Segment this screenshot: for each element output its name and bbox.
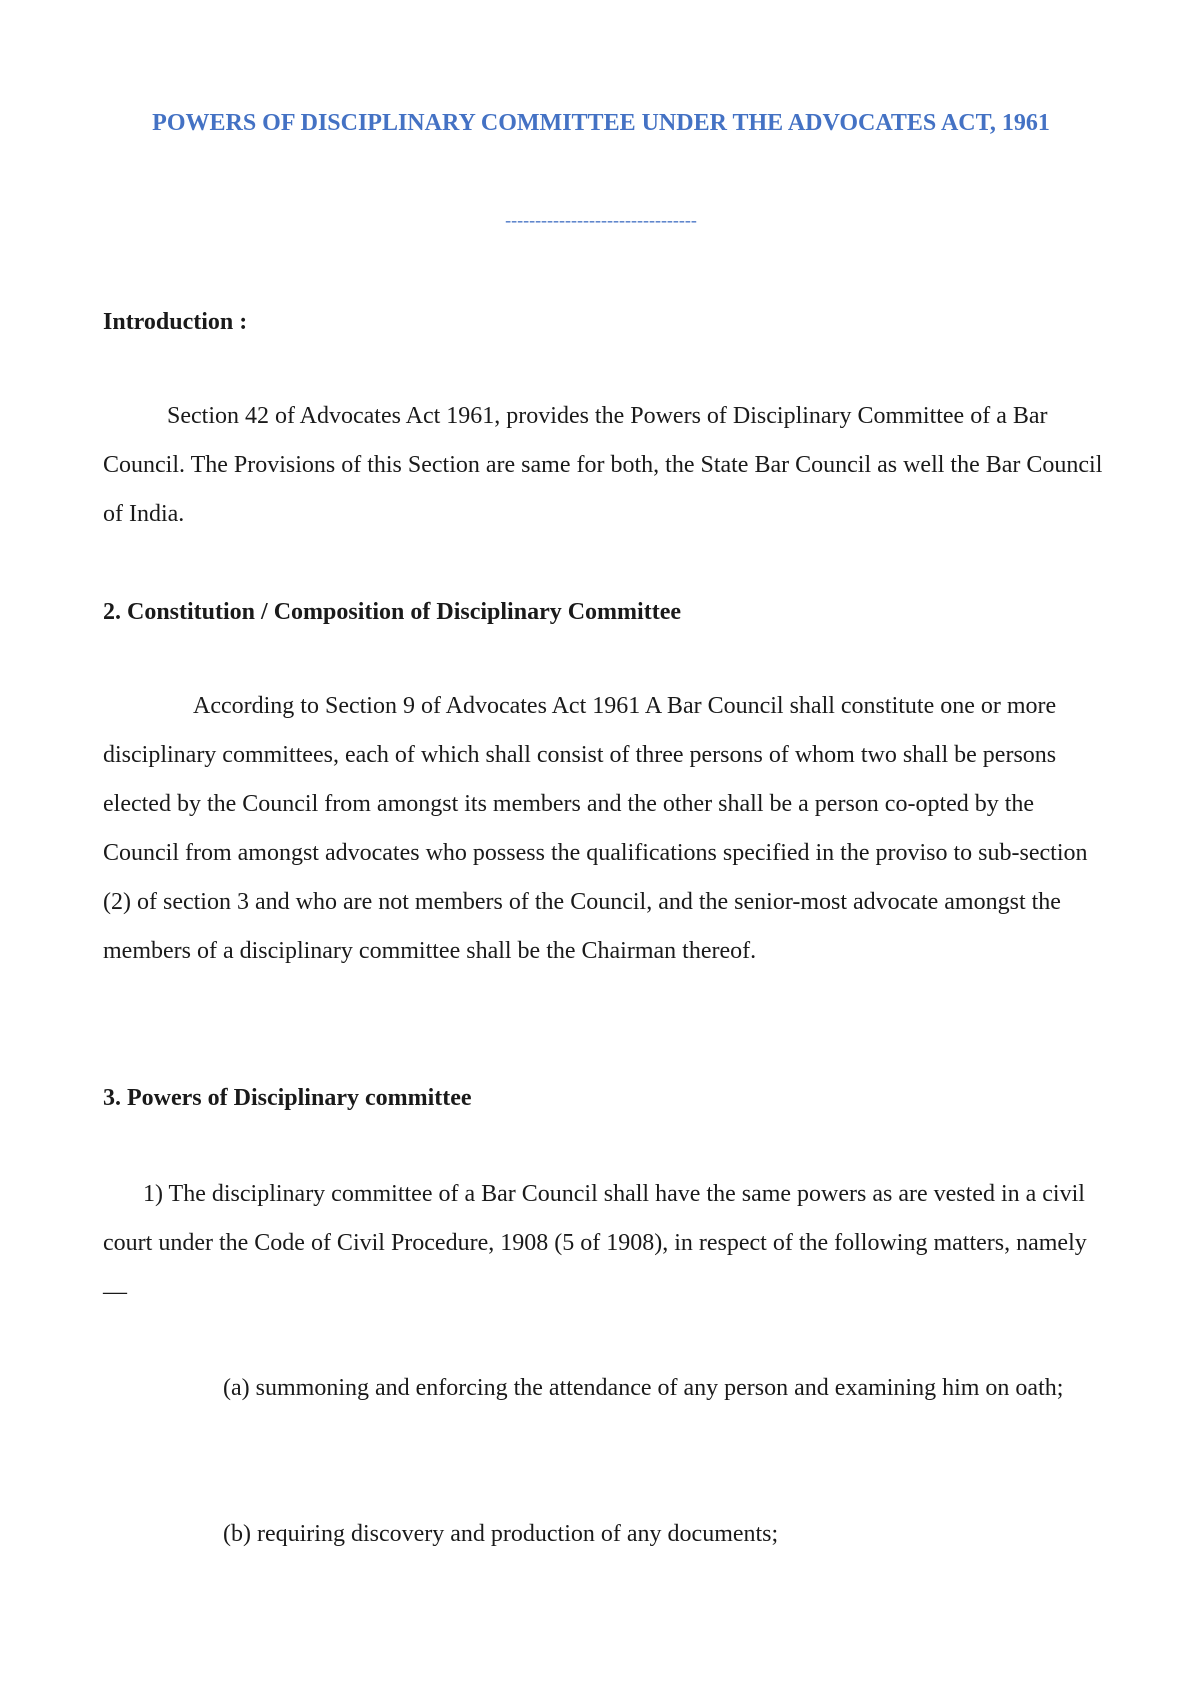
introduction-paragraph: Section 42 of Advocates Act 1961, provides the Powers of Disciplinary Committee of a Bar Council. The Provisions of this Section are same for both, the State Bar Council as well the Bar Council of India. [103,403,1103,527]
powers-item-a: (a) summoning and enforcing the attendance of any person and examining him on oath; [223,1375,1064,1401]
document-title: POWERS OF DISCIPLINARY COMMITTEE UNDER THE ADVOCATES ACT, 1961 [152,110,1050,136]
powers-paragraph: 1) The disciplinary committee of a Bar Council shall have the same powers as are vested in a civil court under the Code of Civil Procedure, 1908 (5 of 1908), in respect of the following matters, namely — [103,1181,1087,1305]
constitution-paragraph: According to Section 9 of Advocates Act 1961 A Bar Council shall constitute one or more disciplinary committees, each of which shall consist of three persons of whom two shall be persons elected by the Council from amongst its members and the other shall be a person co-opted by the Council from amongst advocates who possess the qualifications specified in the proviso to sub-section (2) of section 3 and who are not members of the Council, and the senior-most advocate amongst the members of a disciplinary committee shall be the Chairman thereof. [103,693,1088,964]
powers-item-b: (b) requiring discovery and production of any documents; [223,1521,779,1547]
powers-heading: 3. Powers of Disciplinary committee [103,1085,472,1111]
constitution-heading: 2. Constitution / Composition of Disciplinary Committee [103,599,681,625]
introduction-heading: Introduction : [103,309,248,335]
title-divider: -------------------------------- [505,210,697,230]
